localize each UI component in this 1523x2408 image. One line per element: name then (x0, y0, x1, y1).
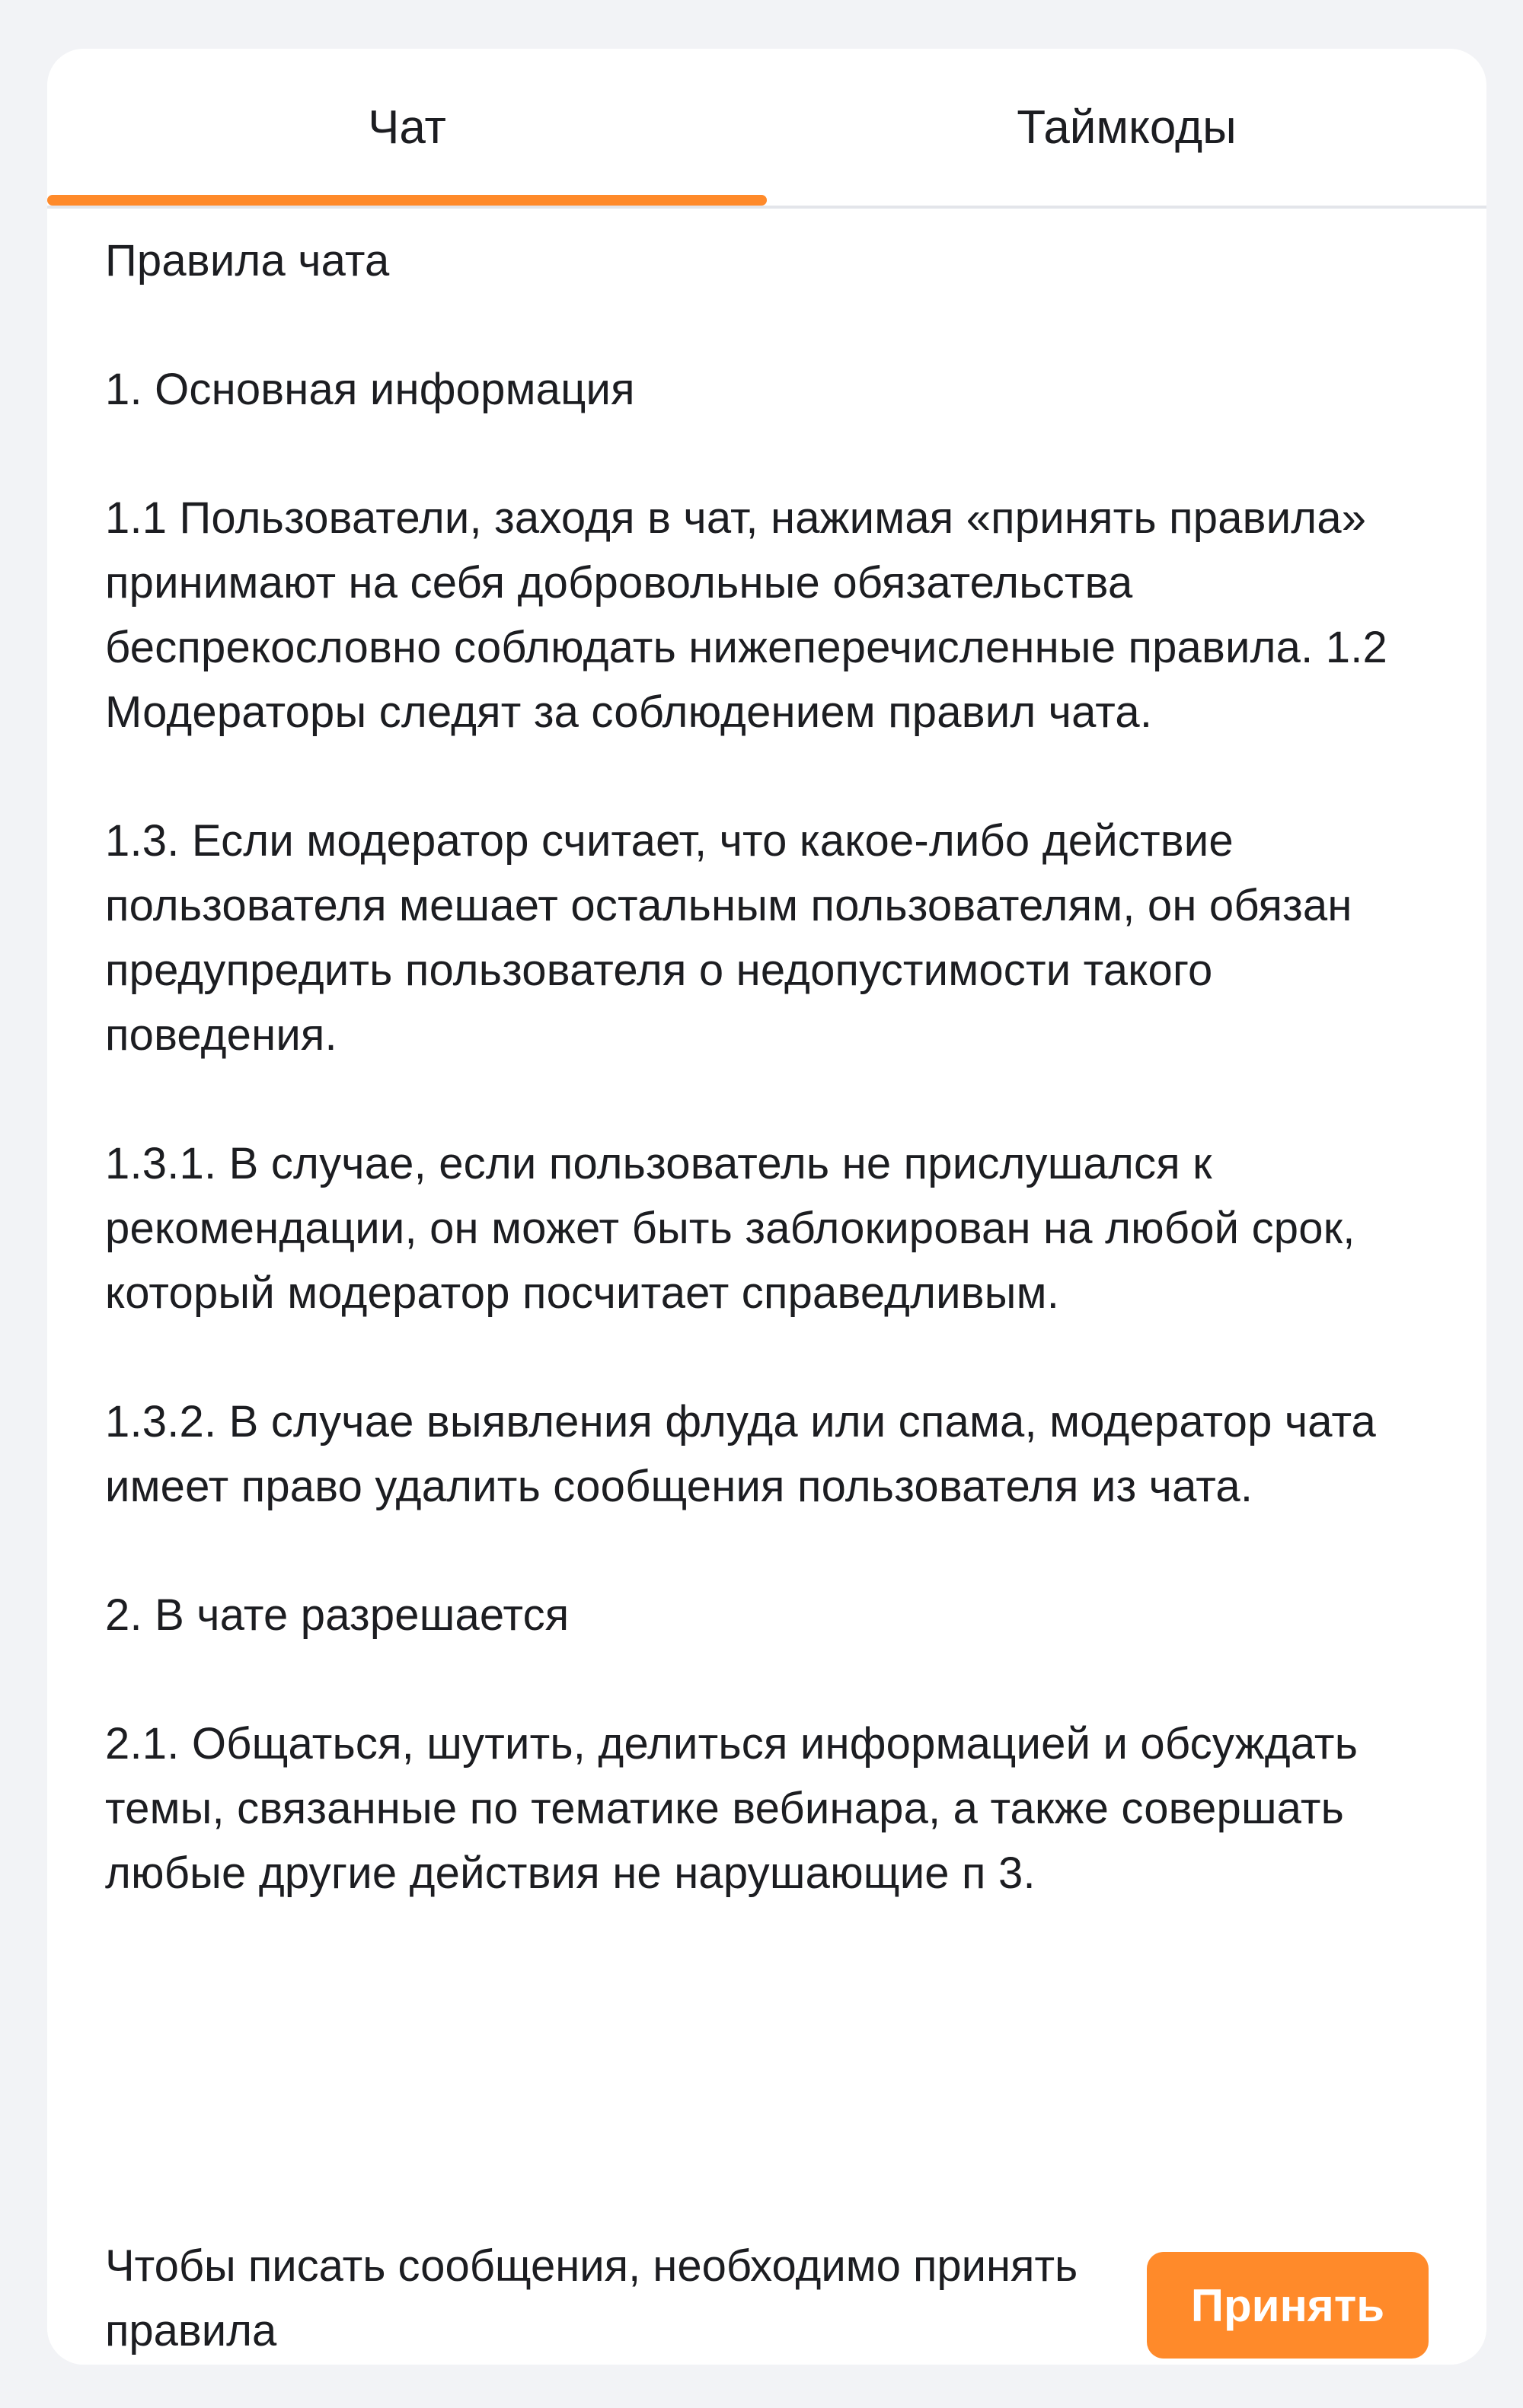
chat-panel (47, 49, 1486, 2365)
rules-paragraph: 2.1. Общаться, шутить, делиться информацией и обсуждать темы, связанные по тематике вебинара, а также совершать любые другие действия не нарушающие п 3. (105, 1719, 1359, 1898)
tab-bar (47, 49, 1486, 209)
chat-rules-scroll-area[interactable] (105, 209, 1445, 2188)
rules-paragraph: 1. Основная информация (105, 365, 635, 414)
accept-rules-notice: Чтобы писать сообщения, необходимо принять правила (105, 2241, 1078, 2355)
active-tab-indicator (47, 195, 767, 206)
accept-rules-button[interactable]: Принять (1147, 2252, 1429, 2359)
rules-paragraph: 1.3.1. В случае, если пользователь не прислушался к рекомендации, он может быть заблокирован на любой срок, который модератор посчитает справедливым. (105, 1139, 1355, 1318)
tab-timecodes[interactable]: Таймкоды (1017, 100, 1237, 154)
tab-chat[interactable]: Чат (368, 100, 446, 154)
rules-footer (47, 2188, 1486, 2365)
rules-paragraph: 1.3. Если модератор считает, что какое-либо действие пользователя мешает остальным пользователям, он обязан предупредить пользователя о недопустимости такого поведения. (105, 816, 1352, 1060)
rules-paragraph: 2. В чате разрешается (105, 1590, 570, 1640)
scroll-fade (105, 2135, 1445, 2188)
rules-paragraph: 1.1 Пользователи, заходя в чат, нажимая «принять правила» принимают на себя добровольные обязательства беспрекословно соблюдать нижеперечисленные правила. 1.2 Модераторы следят за соблюдением правил чата. (105, 493, 1387, 737)
rules-paragraph: 1.3.2. В случае выявления флуда или спама, модератор чата имеет право удалить сообщения пользователя из чата. (105, 1397, 1377, 1511)
rules-heading: Правила чата (105, 236, 390, 285)
